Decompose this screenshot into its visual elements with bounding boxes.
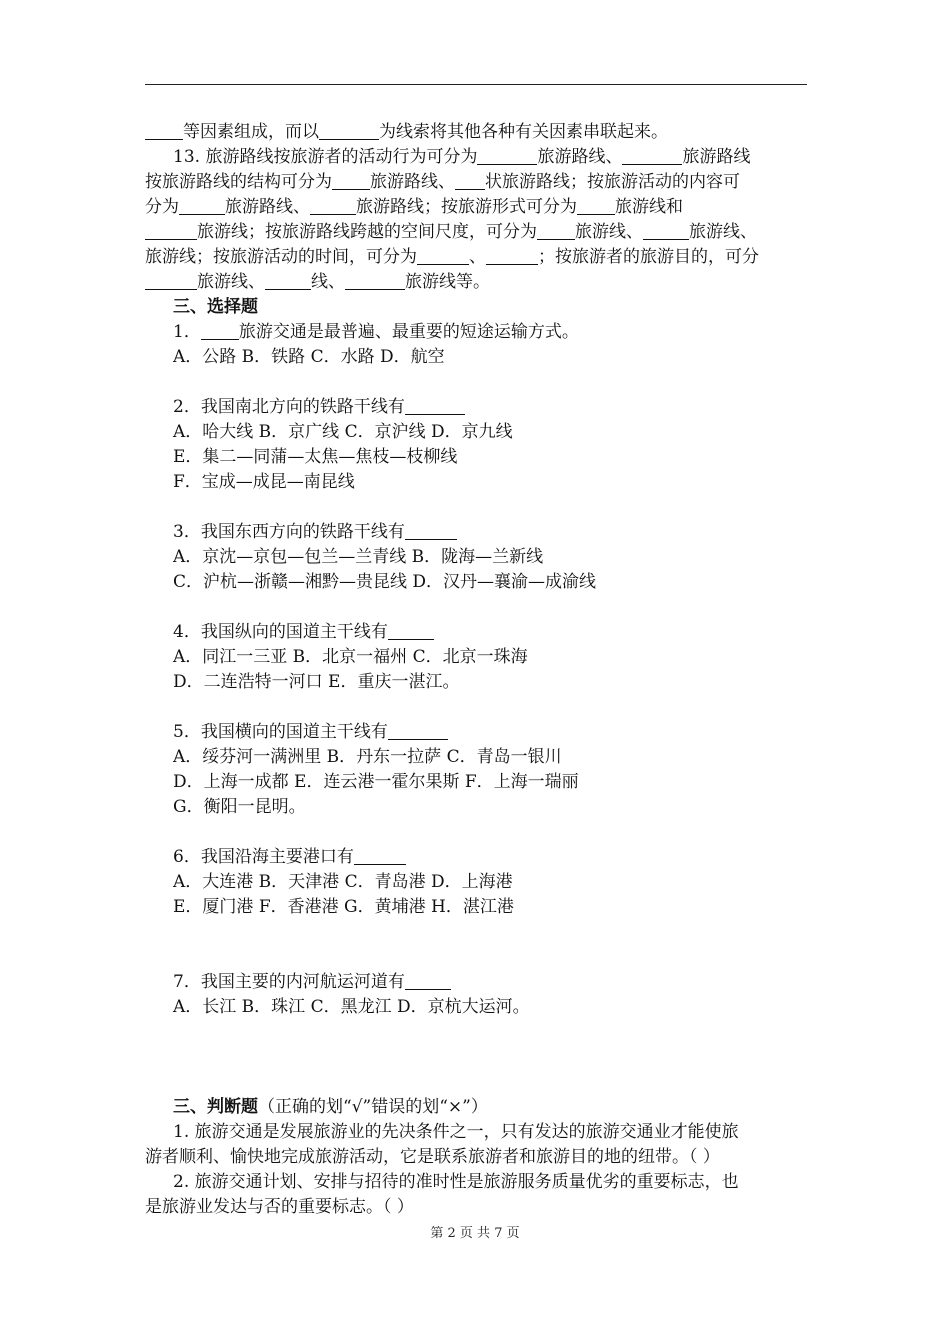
q13-line-2 [145, 170, 807, 195]
choice-option: A．同江一三亚 B．北京一福州 C．北京一珠海 [173, 647, 528, 667]
text: 等因素组成，而以 [183, 122, 319, 142]
text: 1． [173, 322, 201, 342]
answer-blank[interactable] [388, 722, 448, 740]
judge-q2-line-2: 是旅游业发达与否的重要标志。（ ） [145, 1197, 414, 1217]
text: 旅游线、 [689, 222, 757, 242]
choice-option: C．沪杭—浙赣—湘黔—贵昆线 D．汉丹—襄渝—成渝线 [173, 572, 597, 592]
answer-blank[interactable] [455, 172, 485, 190]
text: 旅游路线；按旅游形式可分为 [356, 197, 577, 217]
answer-blank[interactable] [405, 972, 451, 990]
text: 2．我国南北方向的铁路干线有 [173, 397, 405, 417]
text: 分为 [145, 197, 179, 217]
text: 旅游路线、 [537, 147, 623, 167]
answer-blank[interactable] [145, 122, 183, 140]
answer-blank[interactable] [477, 147, 537, 165]
answer-blank[interactable] [354, 847, 406, 865]
answer-blank[interactable] [417, 247, 469, 265]
text: 13. 旅游路线按旅游者的活动行为可分为 [173, 147, 478, 167]
section-heading-judge [145, 1095, 807, 1120]
header-rule [145, 84, 807, 85]
page-footer: 第 2 页 共 7 页 [430, 1226, 520, 1241]
answer-blank[interactable] [345, 272, 405, 290]
text: 旅游交通是最普遍、最重要的短途运输方式。 [238, 322, 579, 342]
choice-option: A．长江 B．珠江 C．黑龙江 D．京杭大运河。 [173, 997, 530, 1017]
judge-q1-line-2: 游者顺利、愉快地完成旅游活动，它是联系旅游者和旅游目的地的纽带。（ ） [145, 1147, 720, 1167]
choice-option: A．哈大线 B．京广线 C．京沪线 D．京九线 [173, 422, 513, 442]
answer-blank[interactable] [405, 522, 457, 540]
answer-blank[interactable] [577, 197, 615, 215]
text: 6．我国沿海主要港口有 [173, 847, 354, 867]
text: ；按旅游者的旅游目的，可分 [538, 247, 759, 267]
text: 旅游线；按旅游路线跨越的空间尺度，可分为 [197, 222, 537, 242]
text: 5．我国横向的国道主干线有 [173, 722, 388, 742]
answer-blank[interactable] [405, 397, 465, 415]
answer-blank[interactable] [145, 222, 197, 240]
answer-blank[interactable] [388, 622, 434, 640]
answer-blank[interactable] [310, 197, 356, 215]
text: 按旅游路线的结构可分为 [145, 172, 332, 192]
q13-line-6 [145, 270, 807, 295]
answer-blank[interactable] [486, 247, 538, 265]
choice-option: D．二连浩特一河口 E．重庆一湛江。 [173, 672, 460, 692]
q13-line-5 [145, 245, 807, 270]
answer-blank[interactable] [145, 272, 197, 290]
judge-q2-line-1: 2. 旅游交通计划、安排与招待的准时性是旅游服务质量优劣的重要标志，也 [173, 1172, 739, 1192]
choice-option: G．衡阳一昆明。 [173, 797, 306, 817]
text: 三、判断题 [173, 1097, 258, 1117]
choice-q7-stem [145, 970, 807, 995]
text: 旅游路线 [682, 147, 751, 167]
choice-option: F．宝成—成昆—南昆线 [173, 472, 355, 492]
text: 旅游线、 [575, 222, 643, 242]
continuation-line [145, 120, 807, 145]
choice-q2-stem [145, 395, 807, 420]
answer-blank[interactable] [319, 122, 379, 140]
q13-line-1 [145, 145, 807, 170]
answer-blank[interactable] [622, 147, 682, 165]
choice-option: A．公路 B．铁路 C．水路 D．航空 [173, 347, 445, 367]
answer-blank[interactable] [179, 197, 225, 215]
choice-option: D．上海一成都 E．连云港一霍尔果斯 F．上海一瑞丽 [173, 772, 579, 792]
text: 旅游线和 [615, 197, 683, 217]
choice-q1-stem [145, 320, 807, 345]
text: 线、 [311, 272, 345, 292]
section-heading-choice: 三、选择题 [173, 297, 258, 317]
choice-q3-stem [145, 520, 807, 545]
judge-q1-line-1: 1. 旅游交通是发展旅游业的先决条件之一，只有发达的旅游交通业才能使旅 [173, 1122, 739, 1142]
text: 、 [469, 247, 486, 267]
answer-blank[interactable] [537, 222, 575, 240]
choice-option: E．集二—同蒲—太焦—焦枝—枝柳线 [173, 447, 458, 467]
choice-option: E．厦门港 F．香港港 G．黄埔港 H．湛江港 [173, 897, 514, 917]
text: 状旅游路线；按旅游活动的内容可 [485, 172, 740, 192]
answer-blank[interactable] [201, 322, 239, 340]
choice-q6-stem [145, 845, 807, 870]
choice-option: A．绥芬河一满洲里 B．丹东一拉萨 C．青岛一银川 [173, 747, 562, 767]
choice-q5-stem [145, 720, 807, 745]
text: 3．我国东西方向的铁路干线有 [173, 522, 405, 542]
choice-option: A．京沈—京包—包兰—兰青线 B．陇海—兰新线 [173, 547, 544, 567]
text: （正确的划“√”错误的划“×”） [258, 1097, 488, 1117]
answer-blank[interactable] [332, 172, 370, 190]
q13-line-4 [145, 220, 807, 245]
choice-option: A．大连港 B．天津港 C．青岛港 D．上海港 [173, 872, 513, 892]
choice-q4-stem [145, 620, 807, 645]
text: 7．我国主要的内河航运河道有 [173, 972, 405, 992]
q13-line-3 [145, 195, 807, 220]
text: 旅游线等。 [405, 272, 490, 292]
text: 为线索将其他各种有关因素串联起来。 [379, 122, 668, 142]
answer-blank[interactable] [643, 222, 689, 240]
answer-blank[interactable] [265, 272, 311, 290]
text: 旅游线、 [197, 272, 265, 292]
document-body [145, 120, 807, 1220]
text: 旅游路线、 [225, 197, 310, 217]
text: 旅游线；按旅游活动的时间，可分为 [145, 247, 417, 267]
text: 4．我国纵向的国道主干线有 [173, 622, 388, 642]
text: 旅游路线、 [370, 172, 455, 192]
